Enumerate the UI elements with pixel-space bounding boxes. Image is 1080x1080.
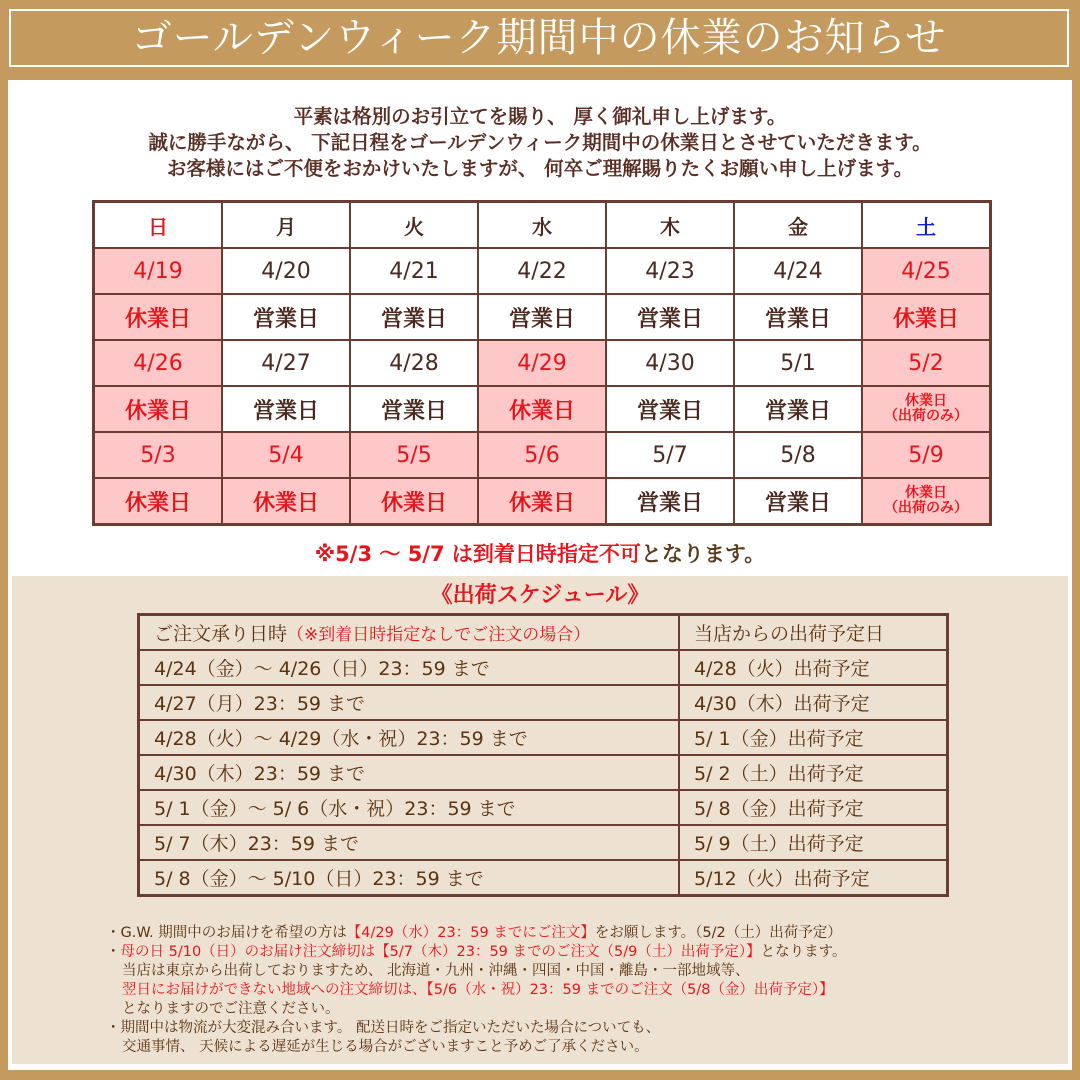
weekday-wed: 水 [478, 202, 606, 249]
intro-message [10, 104, 1070, 182]
date-cell: 4/30 [606, 340, 734, 386]
schedule-row [139, 650, 948, 685]
ship-date: 5/ 1（金）出荷予定 [679, 720, 948, 755]
status-cell-ship-only [862, 386, 991, 432]
status-cell-open: 営業日 [734, 478, 862, 525]
footnote-highlight: 母の日 5/10（日）のお届け注文締切は【5/7（木）23：59 までのご注文（5/9（土）出荷予定）】 [120, 944, 761, 960]
date-row [94, 248, 991, 294]
date-cell: 5/9 [862, 432, 991, 478]
schedule-row [139, 720, 948, 755]
date-cell: 5/8 [734, 432, 862, 478]
weekday-sun: 日 [94, 202, 223, 249]
date-row [94, 340, 991, 386]
date-cell: 4/19 [94, 248, 223, 294]
status-cell-ship-only [862, 478, 991, 525]
order-window: 5/ 1（金）～ 5/ 6（水・祝）23：59 まで [139, 790, 680, 825]
header-order-note: （※到着日時指定なしでご注文の場合） [287, 625, 591, 645]
ship-date: 4/30（木）出荷予定 [679, 685, 948, 720]
date-cell: 4/22 [478, 248, 606, 294]
status-cell-open: 営業日 [222, 386, 350, 432]
schedule-row [139, 860, 948, 896]
footnote-delay: 交通事情、 天候による遅延が生じる場合がございますこと予めご了承ください。 [122, 1039, 649, 1055]
status-cell-closed: 休業日 [94, 478, 223, 525]
order-window: 5/ 7（木）23：59 まで [139, 825, 680, 860]
date-cell: 4/27 [222, 340, 350, 386]
footnote-highlight: 【4/29（水）23：59 までにご注文】 [346, 925, 595, 941]
status-cell-closed: 休業日 [222, 478, 350, 525]
date-cell: 5/1 [734, 340, 862, 386]
status-note: （出荷のみ） [884, 500, 968, 516]
date-cell: 5/2 [862, 340, 991, 386]
date-cell: 4/28 [350, 340, 478, 386]
date-cell: 5/6 [478, 432, 606, 478]
delivery-restriction-note [10, 538, 1070, 568]
status-cell-closed: 休業日 [478, 386, 606, 432]
schedule-row [139, 755, 948, 790]
date-cell: 4/21 [350, 248, 478, 294]
shipping-schedule-table [137, 613, 949, 897]
weekday-thu: 木 [606, 202, 734, 249]
status-cell-open: 営業日 [350, 294, 478, 340]
status-row [94, 294, 991, 340]
status-note: （出荷のみ） [884, 408, 968, 424]
status-cell-open: 営業日 [606, 294, 734, 340]
weekday-tue: 火 [350, 202, 478, 249]
title-banner [9, 9, 1069, 67]
date-cell: 4/23 [606, 248, 734, 294]
weekday-sat: 土 [862, 202, 991, 249]
page-title: ゴールデンウィーク期間中の休業のお知らせ [131, 15, 947, 61]
status-cell-closed: 休業日 [94, 386, 223, 432]
status-label: 休業日 [905, 393, 947, 409]
order-window: 4/24（金）～ 4/26（日）23：59 まで [139, 650, 680, 685]
date-cell: 4/20 [222, 248, 350, 294]
order-window: 4/27（月）23：59 まで [139, 685, 680, 720]
status-label: 休業日 [905, 485, 947, 501]
footnote-gw-delivery [106, 924, 1066, 943]
date-row [94, 432, 991, 478]
shipping-section [12, 576, 1068, 1064]
status-cell-open: 営業日 [606, 386, 734, 432]
date-cell: 4/29 [478, 340, 606, 386]
ship-date: 5/ 8（金）出荷予定 [679, 790, 948, 825]
footnote-logistics: ・期間中は物流が大変混み合います。 配送日時をご指定いただいた場合についても、 [106, 1020, 661, 1036]
date-cell: 5/5 [350, 432, 478, 478]
header-order-label: ご注文承り日時 [154, 623, 288, 645]
schedule-row [139, 825, 948, 860]
footnote-text: となります。 [760, 944, 847, 960]
status-cell-closed: 休業日 [350, 478, 478, 525]
date-cell: 4/24 [734, 248, 862, 294]
ship-date: 4/28（火）出荷予定 [679, 650, 948, 685]
footnote-mothers-day [106, 943, 1066, 962]
date-cell: 5/4 [222, 432, 350, 478]
shipping-schedule-title: 《出荷スケジュール》 [430, 583, 650, 608]
ship-date: 5/ 2（土）出荷予定 [679, 755, 948, 790]
weekday-header-row [94, 202, 991, 249]
status-cell-closed: 休業日 [94, 294, 223, 340]
schedule-row [139, 685, 948, 720]
status-cell-open: 営業日 [478, 294, 606, 340]
note-red-text: ※5/3 ～ 5/7 は到着日時指定不可 [314, 542, 641, 566]
footnote-bullet: ・ [106, 944, 121, 960]
status-row [94, 386, 991, 432]
date-cell: 4/25 [862, 248, 991, 294]
holiday-calendar [92, 200, 992, 526]
footnotes [106, 924, 1066, 1057]
intro-line: 誠に勝手ながら、 下記日程をゴールデンウィーク期間中の休業日とさせていただきます。 [148, 131, 932, 154]
order-window: 4/30（木）23：59 まで [139, 755, 680, 790]
schedule-row [139, 790, 948, 825]
order-window: 5/ 8（金）～ 5/10（日）23：59 まで [139, 860, 680, 896]
status-cell-closed: 休業日 [862, 294, 991, 340]
intro-line: 平素は格別のお引立てを賜り、 厚く御礼申し上げます。 [293, 105, 787, 128]
header-ship-date: 当店からの出荷予定日 [679, 615, 948, 651]
schedule-header-row [139, 615, 948, 651]
weekday-mon: 月 [222, 202, 350, 249]
status-cell-open: 営業日 [606, 478, 734, 525]
weekday-fri: 金 [734, 202, 862, 249]
footnote-shipping-origin: 当店は東京から出荷しておりますため、 北海道・九州・沖縄・四国・中国・離島・一部地域等、 [122, 963, 750, 979]
intro-line: お客様にはご不便をおかけいたしますが、 何卒ご理解賜りたくお願い申し上げます。 [166, 157, 914, 180]
status-cell-open: 営業日 [734, 294, 862, 340]
date-cell: 5/7 [606, 432, 734, 478]
header-order-date [139, 615, 680, 651]
ship-date: 5/12（火）出荷予定 [679, 860, 948, 896]
status-cell-open: 営業日 [350, 386, 478, 432]
order-window: 4/28（火）～ 4/29（水・祝）23：59 まで [139, 720, 680, 755]
footnote-remote-deadline: 翌日にお届けができない地域への注文締切は、【5/6（水・祝）23：59 までのご注文（5/8（金）出荷予定）】 [122, 982, 834, 998]
content-panel [8, 80, 1072, 1070]
status-cell-closed: 休業日 [478, 478, 606, 525]
status-row [94, 478, 991, 525]
status-cell-open: 営業日 [222, 294, 350, 340]
status-cell-open: 営業日 [734, 386, 862, 432]
note-brown-text: となります。 [640, 542, 766, 566]
footnote-caution: となりますのでご注意ください。 [122, 1001, 340, 1017]
ship-date: 5/ 9（土）出荷予定 [679, 825, 948, 860]
footnote-text: をお願します。（5/2（土）出荷予定） [594, 925, 842, 941]
date-cell: 4/26 [94, 340, 223, 386]
date-cell: 5/3 [94, 432, 223, 478]
footnote-text: ・G.W. 期間中のお届けを希望の方は [106, 925, 347, 941]
